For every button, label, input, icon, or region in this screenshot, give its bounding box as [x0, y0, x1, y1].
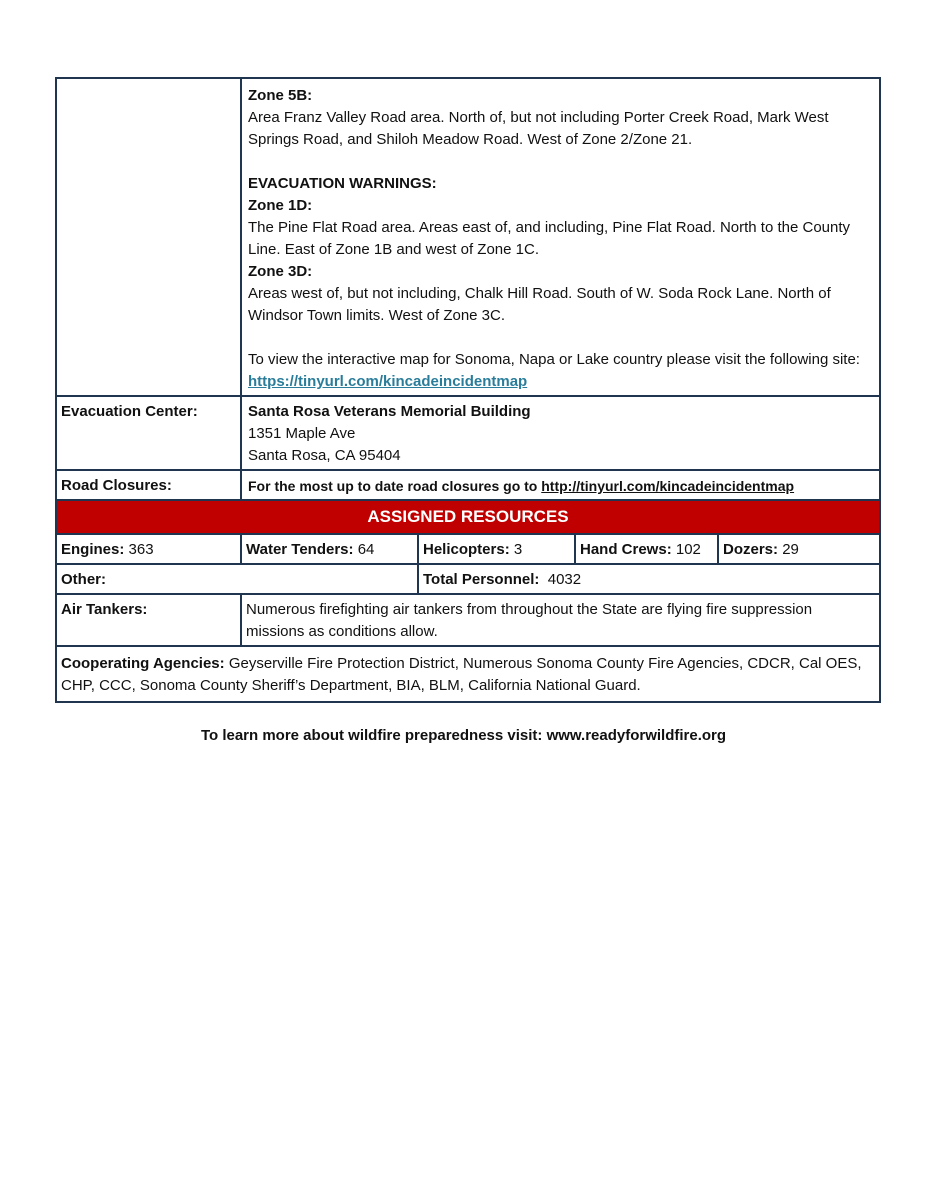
air-tankers-label: Air Tankers:	[57, 595, 242, 645]
hand-crews-label: Hand Crews:	[580, 541, 672, 558]
engines-label: Engines:	[61, 541, 125, 558]
total-personnel-cell	[419, 565, 879, 593]
total-personnel-label: Total Personnel:	[423, 571, 540, 588]
map-note-text: To view the interactive map for Sonoma, Napa or Lake country please visit the following site:	[248, 351, 860, 368]
road-closures-label: Road Closures:	[57, 471, 242, 499]
assigned-resources-banner-row	[57, 501, 879, 535]
helicopters-cell	[419, 535, 576, 563]
map-note	[248, 349, 875, 393]
other-personnel-row	[57, 565, 879, 595]
road-closures-text: For the most up to date road closures go to	[248, 478, 542, 494]
helicopters-label: Helicopters:	[423, 541, 510, 558]
resource-counts-row	[57, 535, 879, 565]
engines-cell	[57, 535, 242, 563]
zones-label-cell	[57, 79, 242, 395]
cooperating-agencies-row	[57, 647, 879, 701]
total-personnel-value: 4032	[547, 571, 582, 588]
evacuation-center-name: Santa Rosa Veterans Memorial Building	[248, 403, 531, 420]
water-tenders-value: 64	[357, 541, 375, 558]
zones-value-cell	[242, 79, 879, 395]
air-tankers-row	[57, 595, 879, 647]
hand-crews-value: 102	[675, 541, 701, 558]
other-cell: Other:	[57, 565, 419, 593]
helicopters-value: 3	[513, 541, 523, 558]
evacuation-center-row	[57, 397, 879, 471]
road-closures-row	[57, 471, 879, 501]
evacuation-center-value	[242, 397, 879, 469]
road-closures-link[interactable]: http://tinyurl.com/kincadeincidentmap	[541, 478, 795, 494]
zone-5b-text: Area Franz Valley Road area. North of, but not including Porter Creek Road, Mark West Springs Road, and Shiloh Meadow Road. West of Zone 2/Zone 21.	[248, 109, 829, 148]
zone-1d-text: The Pine Flat Road area. Areas east of, and including, Pine Flat Road. North to the County Line. East of Zone 1B and west of Zone 1C.	[248, 219, 851, 258]
evacuation-center-city: Santa Rosa, CA 95404	[248, 447, 401, 464]
zone-1d-title: Zone 1D:	[248, 197, 313, 214]
dozers-value: 29	[782, 541, 799, 558]
evacuation-center-street: 1351 Maple Ave	[248, 425, 356, 442]
air-tankers-value: Numerous firefighting air tankers from throughout the State are flying fire suppression missions as conditions allow.	[246, 601, 813, 640]
map-link[interactable]: https://tinyurl.com/kincadeincidentmap	[248, 373, 528, 390]
zones-row	[57, 79, 879, 397]
cooperating-agencies-text: Geyserville Fire Protection District, Numerous Sonoma County Fire Agencies, CDCR, Cal OES, CHP, CCC, Sonoma County Sheriff’s Department, BIA, BLM, California National Guard.	[61, 655, 862, 694]
evacuation-warnings-title: EVACUATION WARNINGS:	[248, 175, 437, 192]
hand-crews-cell	[576, 535, 719, 563]
evacuation-center-label: Evacuation Center:	[57, 397, 242, 469]
zone-5b-title: Zone 5B:	[248, 87, 313, 104]
dozers-cell	[719, 535, 879, 563]
water-tenders-label: Water Tenders:	[246, 541, 354, 558]
cooperating-agencies-cell	[57, 647, 879, 701]
zone-3d-text: Areas west of, but not including, Chalk Hill Road. South of W. Soda Rock Lane. North of Windsor Town limits. West of Zone 3C.	[248, 285, 831, 324]
dozers-label: Dozers:	[723, 541, 779, 558]
engines-value: 363	[128, 541, 154, 558]
cooperating-agencies-label: Cooperating Agencies:	[61, 655, 225, 672]
assigned-resources-banner: ASSIGNED RESOURCES	[57, 501, 879, 533]
water-tenders-cell	[242, 535, 419, 563]
footer-note: To learn more about wildfire preparedness visit: www.readyforwildfire.org	[200, 727, 727, 744]
road-closures-value	[242, 471, 879, 499]
incident-table	[55, 77, 881, 703]
zone-3d-title: Zone 3D:	[248, 263, 313, 280]
